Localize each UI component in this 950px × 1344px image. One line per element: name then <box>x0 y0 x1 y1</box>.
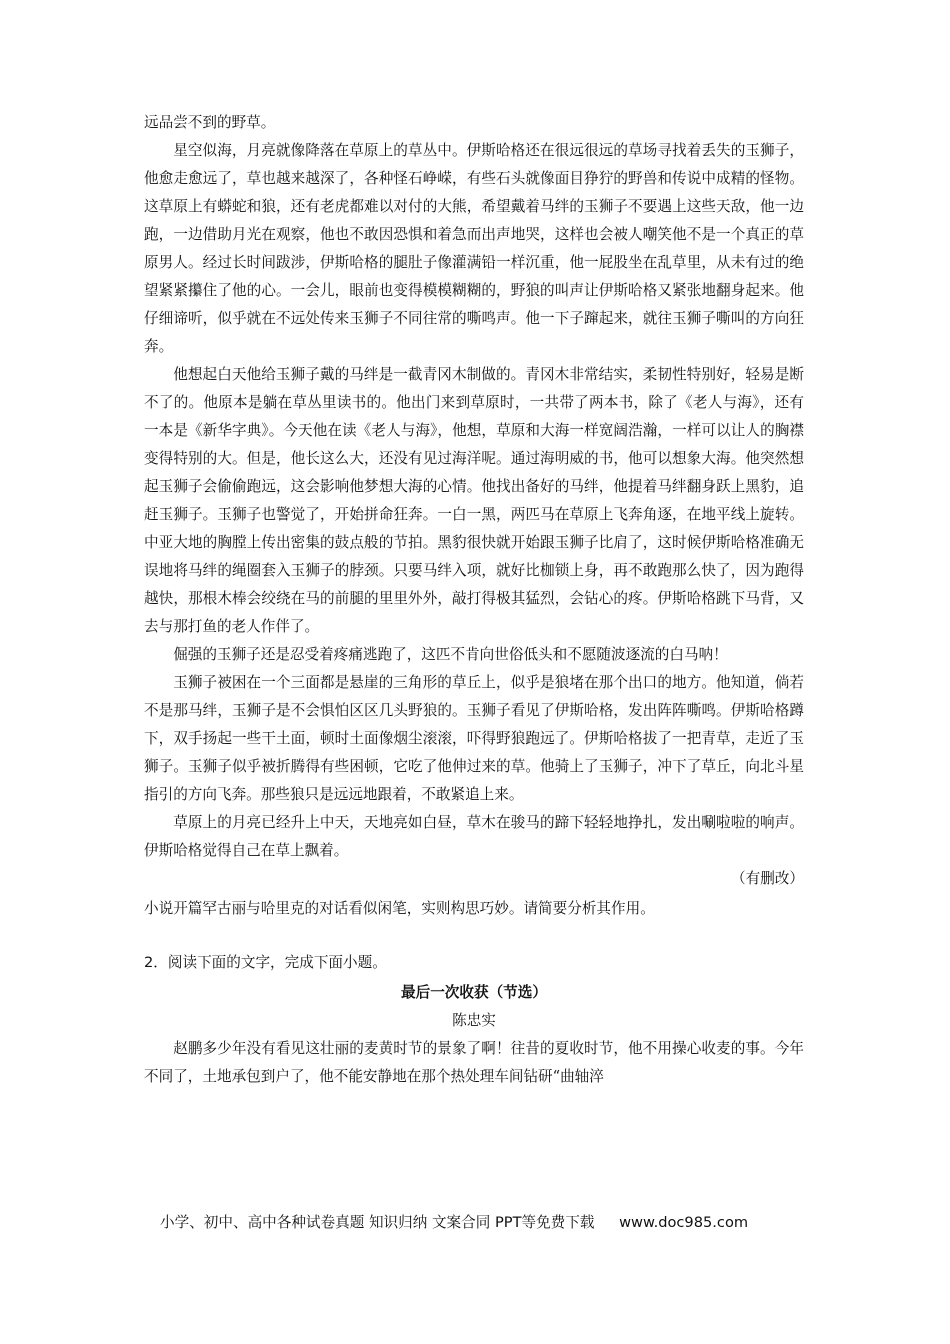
story-paragraph: 玉狮子被困在一个三面都是悬崖的三角形的草丘上，似乎是狼堵在那个出口的地方。他知道，倘若不是那马绊，玉狮子是不会惧怕区区几头野狼的。玉狮子看见了伊斯哈格，发出阵阵嘶鸣。伊斯哈格蹲下，双手扬起一些干土面，顿时土面像烟尘滚滚，吓得野狼跑远了。伊斯哈格拔了一把青草，走近了玉狮子。玉狮子似乎被折腾得有些困顿，它吃了他伸过来的草。他骑上了玉狮子，冲下了草丘，向北斗星指引的方向飞奔。那些狼只是远远地跟着，不敢紧追上来。 <box>144 674 804 803</box>
story-paragraph: 远品尝不到的野草。 <box>144 114 276 131</box>
footer-text: 小学、初中、高中各种试卷真题 知识归纳 文案合同 PPT等免费下载 <box>160 1214 595 1231</box>
story-paragraph: 他想起白天他给玉狮子戴的马绊是一截青冈木制做的。青冈木非常结实，柔韧性特别好，轻易是断不了的。他原本是躺在草丛里读书的。他出门来到草原时，一共带了两本书，除了《老人与海》，还有一本是《新华字典》。今天他在读《老人与海》，他想，草原和大海一样宽阔浩瀚，一样可以让人的胸襟变得特别的大。但是，他长这么大，还没有见过海洋呢。通过海明威的书，他可以想象大海。他突然想起玉狮子会偷偷跑远，这会影响他梦想大海的心情。他找出备好的马绊，他提着马绊翻身跃上黑豹，追赶玉狮子。玉狮子也警觉了，开始拼命狂奔。一白一黑，两匹马在草原上飞奔角逐，在地平线上旋转。中亚大地的胸膛上传出密集的鼓点般的节拍。黑豹很快就开始跟玉狮子比肩了，这时候伊斯哈格准确无误地将马绊的绳圈套入玉狮子的脖颈。只要马绊入项，就好比枷锁上身，再不敢跑那么快了，因为跑得越快，那根木棒会绞绕在马的前腿的里里外外，敲打得极其猛烈，会钻心的疼。伊斯哈格跳下马背，又去与那打鱼的老人作伴了。 <box>144 366 804 635</box>
edit-note: （有删改） <box>731 870 804 887</box>
section-intro: 2．阅读下面的文字，完成下面小题。 <box>144 954 387 971</box>
footer-url[interactable]: www.doc985.com <box>619 1214 749 1231</box>
story-paragraph: 星空似海，月亮就像降落在草原上的草丛中。伊斯哈格还在很远很远的草场寻找着丢失的玉狮子，他愈走愈远了，草也越来越深了，各种怪石峥嵘，有些石头就像面目狰狞的野兽和传说中成精的怪物。这草原上有蟒蛇和狼，还有老虎都难以对付的大熊，希望戴着马绊的玉狮子不要遇上这些天敌，他一边跑，一边借助月光在观察，他也不敢因恐惧和着急而出声地哭，这样也会被人嘲笑他不是一个真正的草原男人。经过长时间跋涉，伊斯哈格的腿肚子像灌满铅一样沉重，他一屁股坐在乱草里，从未有过的绝望紧紧攥住了他的心。一会儿，眼前也变得模模糊糊的，野狼的叫声让伊斯哈格又紧张地翻身起来。他仔细谛听，似乎就在不远处传来玉狮子不同往常的嘶鸣声。他一下子蹿起来，就往玉狮子嘶叫的方向狂奔。 <box>144 142 804 355</box>
footer-banner <box>160 1211 810 1232</box>
story-paragraph: 倔强的玉狮子还是忍受着疼痛逃跑了，这匹不肯向世俗低头和不愿随波逐流的白马呐！ <box>173 646 728 663</box>
question-text: 小说开篇罕古丽与哈里克的对话看似闲笔，实则构思巧妙。请简要分析其作用。 <box>144 900 655 917</box>
document-page <box>144 109 804 1091</box>
passage-paragraph: 赵鹏多少年没有看见这壮丽的麦黄时节的景象了啊！往昔的夏收时节，他不用操心收麦的事。今年不同了，土地承包到户了，他不能安静地在那个热处理车间钻研“曲轴淬 <box>144 1040 804 1085</box>
spacer <box>144 923 804 949</box>
passage-author: 陈忠实 <box>452 1012 496 1029</box>
story-paragraph: 草原上的月亮已经升上中天，天地亮如白昼，草木在骏马的蹄下轻轻地挣扎，发出唰啦啦的响声。伊斯哈格觉得自己在草上飘着。 <box>144 814 804 859</box>
passage-title: 最后一次收获（节选） <box>401 984 547 1001</box>
